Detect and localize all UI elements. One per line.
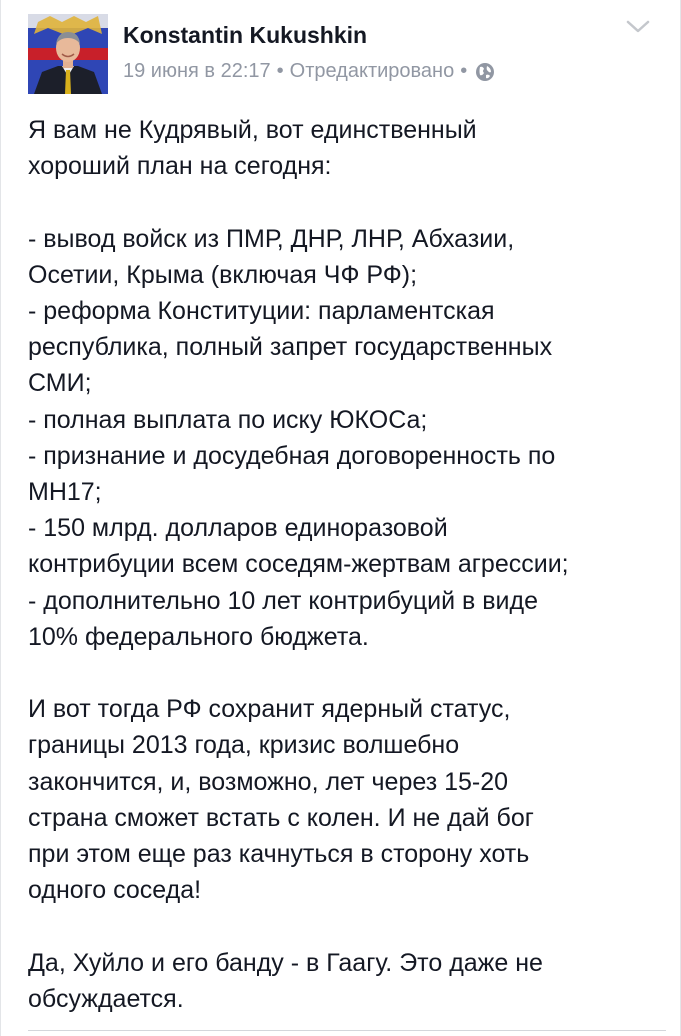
- post-text-line: одного соседа!: [28, 876, 202, 905]
- paragraph-gap: [28, 908, 668, 944]
- post-text-line: - реформа Конституции: парламентская: [28, 297, 495, 325]
- post-meta: [123, 60, 495, 83]
- post-text-line: Я вам не Кудрявый, вот единственный: [28, 116, 477, 144]
- avatar-image: [28, 14, 108, 94]
- post-text-line: - признание и досудебная договоренность по: [28, 441, 556, 470]
- post-text-line: И вот тогда РФ сохранит ядерный статус,: [28, 695, 511, 724]
- globe-icon[interactable]: [475, 62, 495, 82]
- post-text-line: - 150 млрд. долларов единоразовой: [28, 514, 448, 543]
- paragraph-gap: [28, 184, 668, 220]
- avatar[interactable]: [28, 14, 108, 94]
- post-text-line: - дополнительно 10 лет контрибуций в виде: [28, 586, 539, 615]
- post-text-line: при этом еще раз качнуться в сторону хоть: [28, 840, 530, 869]
- post-text-line: контрибуции всем соседям-жертвам агрессии;: [28, 550, 569, 579]
- meta-separator: •: [276, 60, 284, 82]
- post-text-line: границы 2013 года, кризис волшебно: [28, 731, 460, 760]
- meta-separator: •: [460, 60, 468, 82]
- post-text: [28, 112, 668, 1017]
- edited-label[interactable]: Отредактировано: [289, 60, 455, 82]
- author-name[interactable]: Konstantin Kukushkin: [123, 22, 368, 48]
- divider: [28, 1030, 666, 1031]
- post-text-line: - вывод войск из ПМР, ДНР, ЛНР, Абхазии,: [28, 224, 515, 253]
- post-text-line: 10% федерального бюджета.: [28, 622, 369, 651]
- chevron-down-icon[interactable]: [625, 18, 651, 36]
- paragraph-gap: [28, 655, 668, 691]
- post-date[interactable]: 19 июня в 22:17: [123, 60, 271, 82]
- post-text-line: хороший план на сегодня:: [28, 152, 332, 181]
- post-text-line: обсуждается.: [28, 984, 184, 1013]
- post-text-line: республика, полный запрет государственных: [28, 333, 553, 362]
- post-text-line: MH17;: [28, 478, 102, 507]
- post-text-line: СМИ;: [28, 369, 92, 398]
- post-text-line: страна сможет встать с колен. И не дай бог: [28, 803, 534, 832]
- post-text-line: Осетии, Крыма (включая ЧФ РФ);: [28, 260, 418, 289]
- post-text-line: - полная выплата по иску ЮКОСа;: [28, 405, 428, 434]
- post-text-line: Да, Хуйло и его банду - в Гаагу. Это даже не: [28, 948, 543, 977]
- post-text-line: закончится, и, возможно, лет через 15-20: [28, 767, 509, 796]
